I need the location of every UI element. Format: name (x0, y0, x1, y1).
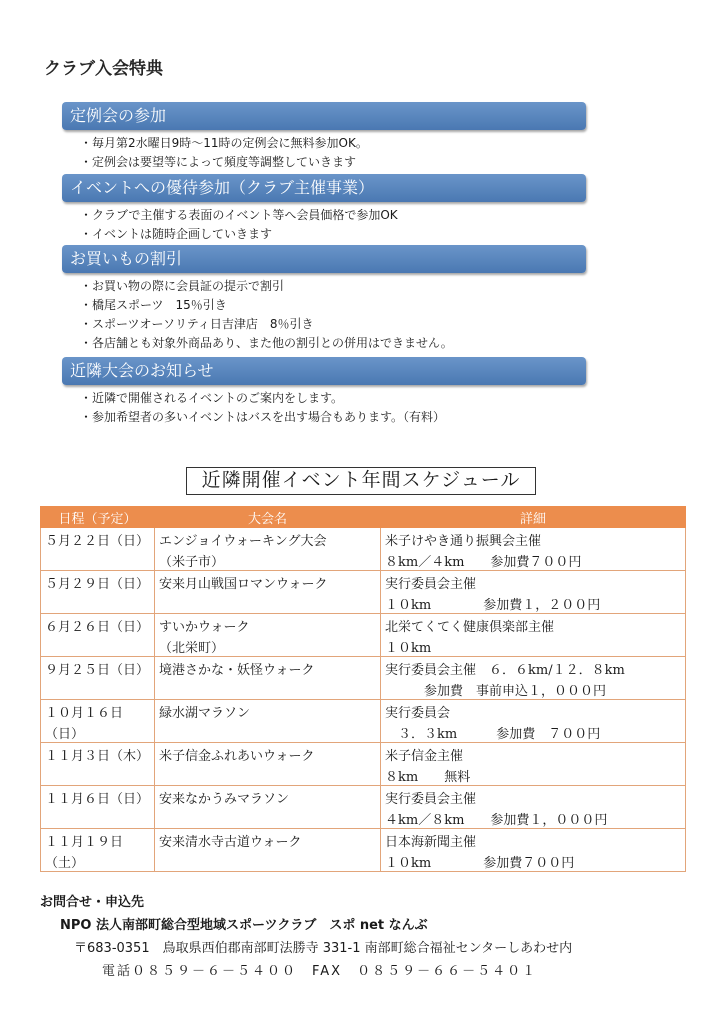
schedule-table (40, 506, 686, 872)
cell-name-line: 安来月山戦国ロマンウォーク (159, 577, 328, 592)
section-bullet-list (80, 134, 368, 172)
cell-date (41, 829, 155, 872)
cell-detail-line: ４km／８km 参加費１，０００円 (385, 813, 608, 828)
bullet-item: ・クラブで主催する表面のイベント等へ会員価格で参加OK (80, 208, 398, 222)
bullet-item: ・定例会は要望等によって頻度等調整していきます (80, 155, 357, 169)
header-name: 大会名 (155, 507, 381, 528)
cell-detail-line: 実行委員会 (385, 706, 451, 721)
cell-date (41, 743, 155, 786)
bullet-item: ・近隣で開催されるイベントのご案内をします。 (80, 391, 344, 405)
cell-detail (381, 614, 686, 657)
schedule-title: 近隣開催イベント年間スケジュール (186, 467, 536, 495)
cell-date-line: １０月１６日 (45, 706, 124, 721)
schedule-header-row (41, 507, 686, 528)
cell-detail-line: １０km (385, 641, 432, 656)
cell-detail-line: 日本海新聞主催 (385, 835, 477, 850)
schedule-row (41, 528, 686, 571)
cell-detail-line: 米子信金主催 (385, 749, 464, 764)
cell-detail-line: ３．３km 参加費 ７００円 (385, 727, 601, 742)
contact-phone: 電話０８５９－６－５４００ FAX ０８５９－６６－５４０１ (102, 964, 538, 979)
header-date: 日程（予定） (41, 507, 155, 528)
schedule-row (41, 829, 686, 872)
contact-label: お問合せ・申込先 (40, 895, 145, 910)
cell-name-line: エンジョイウォーキング大会 (159, 534, 327, 549)
cell-date (41, 571, 155, 614)
cell-date-line: （土） (45, 856, 85, 871)
cell-date (41, 700, 155, 743)
cell-detail (381, 528, 686, 571)
contact-organization: NPO 法人南部町総合型地域スポーツクラブ スポ net なんぶ (60, 918, 428, 933)
cell-detail-line: 米子けやき通り振興会主催 (385, 534, 542, 549)
schedule-row (41, 571, 686, 614)
bullet-item: ・イベントは随時企画していきます (80, 227, 273, 241)
contact-block (40, 891, 573, 979)
cell-name-line: 境港さかな・妖怪ウォーク (159, 663, 315, 678)
section-heading: 近隣大会のお知らせ (62, 357, 586, 385)
cell-date-line: １１月６日（日） (45, 792, 150, 807)
cell-date-line: ５月２９日（日） (45, 577, 150, 592)
cell-detail (381, 700, 686, 743)
cell-detail (381, 743, 686, 786)
cell-date-line: ６月２６日（日） (45, 620, 150, 635)
cell-detail (381, 829, 686, 872)
cell-name-line: 米子信金ふれあいウォーク (159, 749, 315, 764)
cell-name-line: すいかウォーク (159, 620, 250, 635)
cell-detail-line: ８km／４km 参加費７００円 (385, 555, 582, 570)
cell-name (155, 743, 381, 786)
cell-name-line: （米子市） (159, 555, 225, 570)
section-heading: 定例会の参加 (62, 102, 586, 130)
page-title: クラブ入会特典 (44, 59, 163, 79)
cell-date-line: １１月１９日 (45, 835, 124, 850)
schedule-row (41, 743, 686, 786)
cell-date-line: （日） (45, 727, 85, 742)
bullet-item: ・各店舗とも対象外商品あり、また他の割引との併用はできません。 (80, 336, 453, 350)
cell-date (41, 657, 155, 700)
bullet-item: ・スポーツオーソリティ日吉津店 8％引き (80, 317, 314, 331)
bullet-item: ・毎月第2水曜日9時～11時の定例会に無料参加OK。 (80, 136, 368, 150)
cell-date (41, 614, 155, 657)
cell-detail (381, 571, 686, 614)
cell-date-line: ９月２５日（日） (45, 663, 150, 678)
cell-name-line: 安来清水寺古道ウォーク (159, 835, 302, 850)
cell-detail (381, 657, 686, 700)
cell-name (155, 614, 381, 657)
cell-detail-line: １０km 参加費７００円 (385, 856, 575, 871)
cell-detail-line: １０km 参加費１，２００円 (385, 598, 601, 613)
header-detail: 詳細 (381, 507, 686, 528)
cell-detail-line: ８km 無料 (385, 770, 471, 785)
cell-name-line: 安来なかうみマラソン (159, 792, 290, 807)
cell-name (155, 657, 381, 700)
schedule-row (41, 786, 686, 829)
cell-name-line: 緑水湖マラソン (159, 706, 251, 721)
schedule-row (41, 657, 686, 700)
cell-detail-line: 北栄てくてく健康倶楽部主催 (385, 620, 555, 635)
cell-detail-line: 実行委員会主催 (385, 792, 477, 807)
bullet-item: ・参加希望者の多いイベントはバスを出す場合もあります。（有料） (80, 410, 446, 424)
cell-name (155, 700, 381, 743)
cell-date (41, 786, 155, 829)
cell-detail-line: 実行委員会主催 (385, 577, 477, 592)
cell-name (155, 829, 381, 872)
bullet-item: ・橋尾スポーツ 15％引き (80, 298, 227, 312)
section-bullet-list (80, 277, 453, 353)
cell-name (155, 528, 381, 571)
schedule-row (41, 700, 686, 743)
schedule-row (41, 614, 686, 657)
section-bullet-list (80, 389, 445, 427)
section-bullet-list (80, 206, 398, 244)
cell-detail-line: 実行委員会主催 ６．６km/１２．８km (385, 663, 625, 678)
bullet-item: ・お買い物の際に会員証の提示で割引 (80, 279, 285, 293)
cell-name-line: （北栄町） (159, 641, 225, 656)
cell-date (41, 528, 155, 571)
section-heading: お買いもの割引 (62, 245, 586, 273)
cell-detail (381, 786, 686, 829)
cell-detail-line: 参加費 事前申込１，０００円 (385, 684, 607, 699)
cell-name (155, 571, 381, 614)
cell-date-line: ５月２２日（日） (45, 534, 150, 549)
contact-address: 〒683-0351 鳥取県西伯郡南部町法勝寺 331-1 南部町総合福祉センターしあわせ内 (74, 941, 573, 956)
section-heading: イベントへの優待参加（クラブ主催事業） (62, 174, 586, 202)
cell-date-line: １１月３日（木） (45, 749, 150, 764)
cell-name (155, 786, 381, 829)
